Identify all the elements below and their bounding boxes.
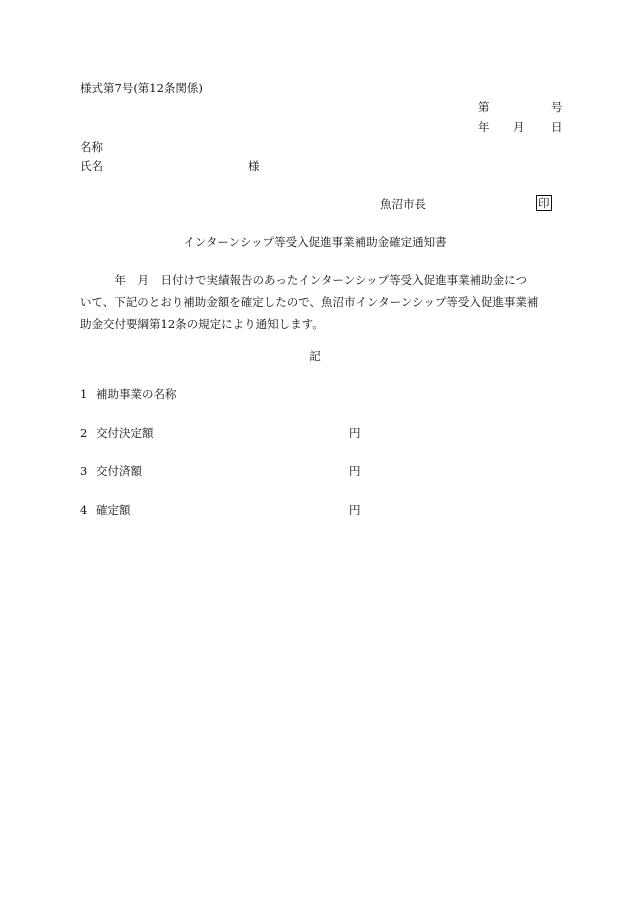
doc-number-prefix: 第 (478, 100, 490, 114)
item-label: 補助事業の名称 (96, 387, 177, 401)
item-unit: 円 (349, 464, 361, 478)
date-day: 日 (551, 120, 563, 134)
item-unit: 円 (349, 503, 361, 517)
ki-heading: 記 (309, 349, 321, 363)
item-label: 交付済額 (96, 464, 142, 478)
sender-title: 魚沼市長 (380, 197, 426, 211)
item-number: 3 (80, 464, 88, 478)
item-unit: 円 (349, 426, 361, 440)
date-month: 月 (513, 120, 525, 134)
recipient-name-label: 氏名 (80, 159, 103, 173)
item-label: 交付決定額 (96, 426, 154, 440)
document-title: インターンシップ等受入促進事業補助金確定通知書 (183, 235, 447, 249)
recipient-org-label: 名称 (80, 140, 103, 154)
item-label: 確定額 (96, 503, 131, 517)
body-paragraph (80, 269, 560, 335)
seal-mark (536, 195, 552, 211)
body-line-2: いて、下記のとおり補助金額を確定したので、魚沼市インターンシップ等受入促進事業補 (80, 295, 539, 309)
item-number: 1 (80, 387, 88, 401)
item-number: 4 (80, 503, 88, 517)
date-year: 年 (478, 120, 490, 134)
doc-number-suffix: 号 (551, 100, 563, 114)
form-label: 様式第7号(第12条関係) (80, 81, 203, 95)
body-line-3: 助金交付要綱第12条の規定により通知します。 (80, 317, 324, 331)
recipient-honorific: 様 (248, 159, 260, 173)
seal-box: 印 (538, 196, 550, 210)
body-line-1: 年 月 日付けで実績報告のあったインターンシップ等受入促進事業補助金につ (80, 273, 527, 287)
item-number: 2 (80, 426, 88, 440)
